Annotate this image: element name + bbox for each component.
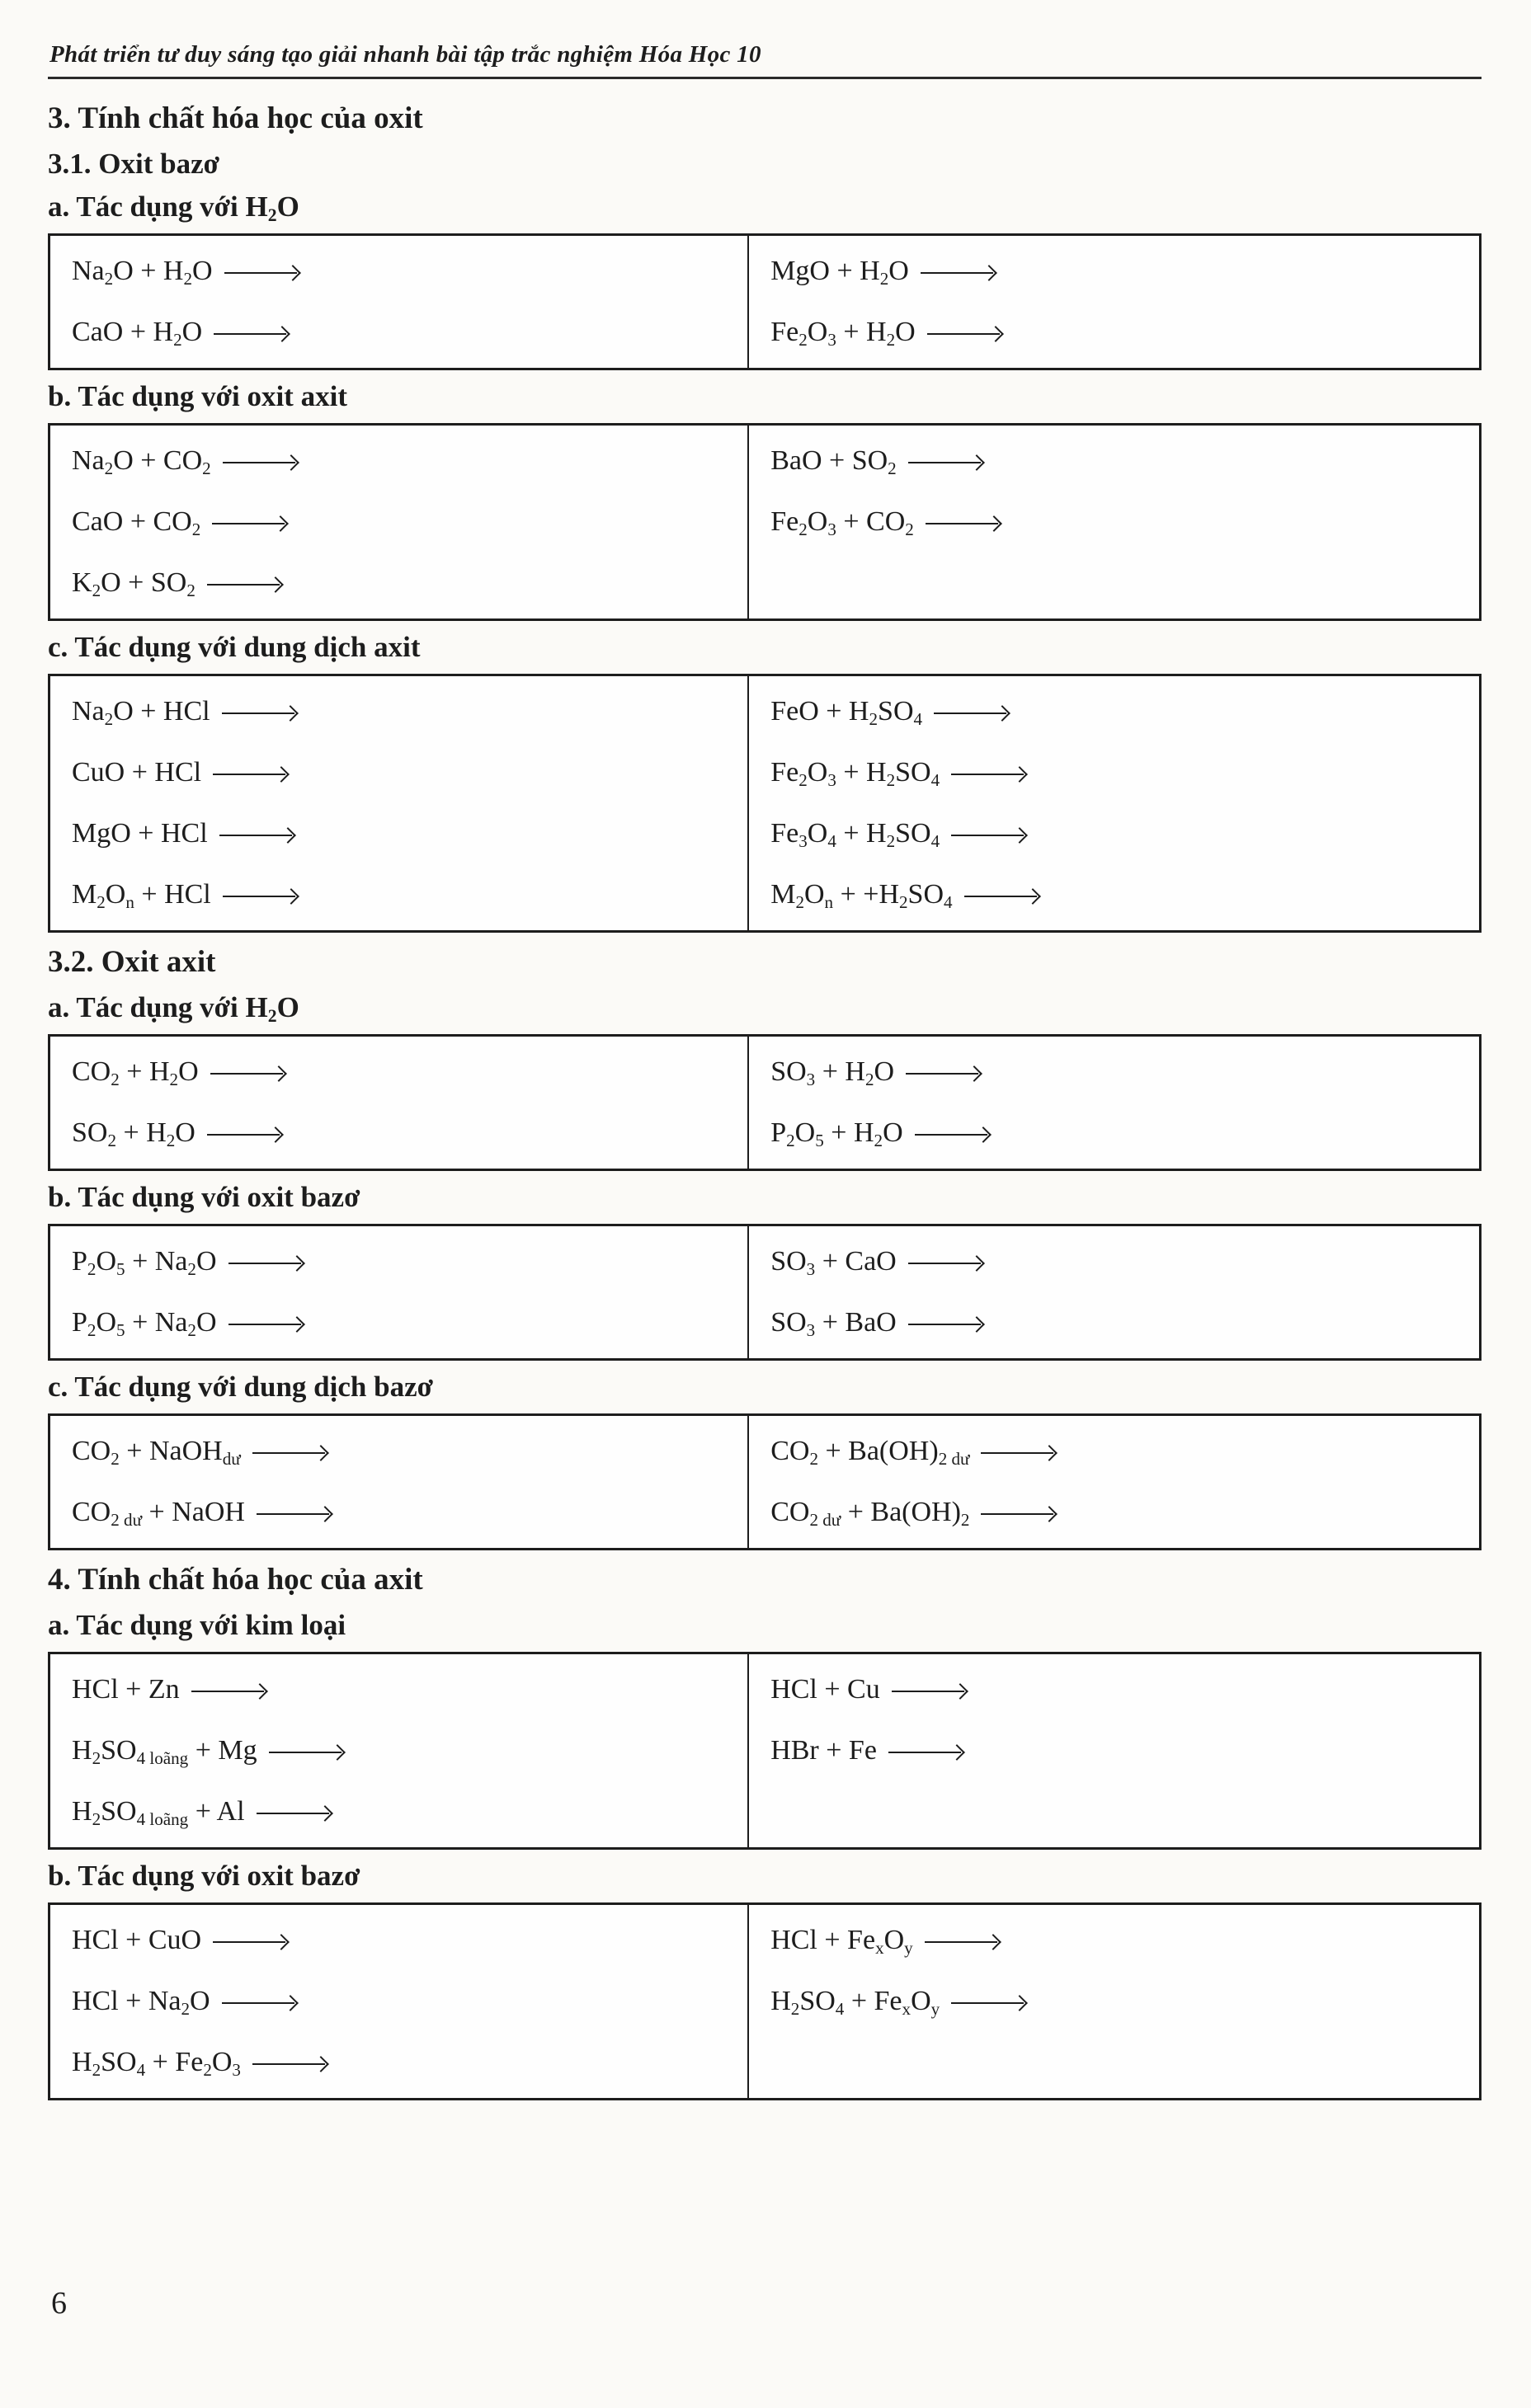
equation-row	[72, 1421, 739, 1482]
reaction-arrow-icon	[915, 1134, 987, 1136]
reaction-arrow-icon	[223, 462, 295, 464]
table-column-left	[50, 236, 747, 368]
equation-formula: $Fe_2O_3 + H_2SO_4$	[770, 757, 940, 790]
equation-row	[72, 241, 739, 302]
table-axit-kim-loai	[48, 1652, 1482, 1850]
equation-row	[72, 1910, 739, 1971]
reaction-arrow-icon	[210, 1073, 283, 1075]
equation-formula: $P_2O_5 + Na_2O$	[72, 1246, 217, 1279]
equation-formula: $M_2O_n$ + HCl	[72, 879, 211, 912]
reaction-arrow-icon	[191, 1691, 264, 1693]
reaction-arrow-icon	[888, 1752, 961, 1754]
equation-formula: $Na_2O + CO_2$	[72, 445, 211, 478]
equation-row	[72, 864, 739, 925]
equation-row	[72, 1720, 739, 1781]
equation-row	[72, 491, 739, 553]
heading-3-2-c: c. Tác dụng với dung dịch bazơ	[48, 1371, 433, 1403]
equation-row	[72, 803, 739, 864]
equation-row	[72, 302, 739, 363]
reaction-arrow-icon	[951, 2002, 1024, 2005]
reaction-arrow-icon	[213, 1941, 285, 1944]
equation-formula: $CO_{2 dư} + Ba(OH)_2$	[770, 1497, 970, 1530]
reaction-arrow-icon	[908, 1263, 981, 1265]
equation-row	[770, 1292, 1471, 1353]
equation-row	[72, 1482, 739, 1543]
table-column-right	[747, 676, 1479, 930]
equation-row	[770, 430, 1471, 491]
reaction-arrow-icon	[257, 1813, 329, 1815]
table-column-left	[50, 426, 747, 618]
heading-3-2-a: a. Tác dụng với $H_2O$	[48, 991, 299, 1026]
table-oxit-bazo-h2o	[48, 233, 1482, 370]
equation-formula: FeO + $H_2SO_4$	[770, 696, 923, 729]
equation-formula: $CO_2$ + NaOH$_{dư}$	[72, 1436, 241, 1469]
table-oxit-bazo-oxit-axit	[48, 423, 1482, 621]
equation-formula: $Fe_2O_3 + H_2O$	[770, 317, 916, 350]
heading-section-3: 3. Tính chất hóa học của oxit	[48, 101, 423, 135]
table-column-left	[50, 1416, 747, 1548]
reaction-arrow-icon	[934, 713, 1006, 715]
reaction-arrow-icon	[214, 333, 286, 336]
equation-formula: CaO + $CO_2$	[72, 506, 201, 539]
equation-formula: $P_2O_5 + Na_2O$	[72, 1307, 217, 1340]
reaction-arrow-icon	[921, 272, 993, 275]
equation-formula: $Fe_3O_4 + H_2SO_4$	[770, 818, 940, 851]
equation-row	[770, 491, 1471, 553]
equation-formula: $M_2O_n + +H_2SO_4$	[770, 879, 953, 912]
reaction-arrow-icon	[981, 1452, 1053, 1455]
table-column-right	[747, 1905, 1479, 2098]
reaction-arrow-icon	[951, 774, 1024, 776]
equation-formula: $Na_2O$ + HCl	[72, 696, 210, 729]
reaction-arrow-icon	[926, 523, 998, 525]
equation-row	[72, 1042, 739, 1103]
table-column-right	[747, 1037, 1479, 1169]
table-column-left	[50, 1905, 747, 2098]
reaction-arrow-icon	[908, 1324, 981, 1326]
table-oxit-axit-oxit-bazo	[48, 1224, 1482, 1361]
equation-row	[770, 803, 1471, 864]
reaction-arrow-icon	[908, 462, 981, 464]
equation-formula: $SO_3$ + CaO	[770, 1246, 897, 1279]
table-column-right	[747, 1416, 1479, 1548]
reaction-arrow-icon	[222, 2002, 294, 2005]
heading-3-1-a: a. Tác dụng với $H_2O$	[48, 190, 299, 225]
reaction-arrow-icon	[252, 2063, 325, 2066]
equation-row	[770, 742, 1471, 803]
reaction-arrow-icon	[224, 272, 297, 275]
reaction-arrow-icon	[228, 1324, 301, 1326]
table-oxit-bazo-dd-axit	[48, 674, 1482, 933]
equation-formula: $H_2SO_{4 loãng} + Mg$	[72, 1735, 257, 1768]
reaction-arrow-icon	[228, 1263, 301, 1265]
heading-section-4: 4. Tính chất hóa học của axit	[48, 1563, 423, 1597]
equation-formula: MgO + $H_2O$	[770, 256, 909, 289]
page-header-title: Phát triển tư duy sáng tạo giải nhanh bài tập trắc nghiệm Hóa Học 10	[49, 41, 761, 68]
equation-formula: $CO_2 + Ba(OH)_{2 dư}$	[770, 1436, 970, 1469]
equation-row	[72, 681, 739, 742]
table-oxit-axit-dd-bazo	[48, 1413, 1482, 1550]
equation-row	[770, 1103, 1471, 1164]
heading-3-1: 3.1. Oxit bazơ	[48, 148, 219, 180]
heading-3-1-c: c. Tác dụng với dung dịch axit	[48, 631, 421, 663]
equation-row	[770, 1910, 1471, 1971]
equation-row	[72, 1781, 739, 1842]
equation-row	[72, 1103, 739, 1164]
heading-3-2-b: b. Tác dụng với oxit bazơ	[48, 1181, 360, 1213]
equation-formula: $CO_{2 dư}$ + NaOH	[72, 1497, 245, 1530]
table-oxit-axit-h2o	[48, 1034, 1482, 1171]
equation-formula: $CO_2 + H_2O$	[72, 1056, 199, 1089]
table-column-left	[50, 1226, 747, 1358]
equation-row	[72, 430, 739, 491]
equation-formula: $SO_3 + H_2O$	[770, 1056, 895, 1089]
reaction-arrow-icon	[213, 774, 285, 776]
reaction-arrow-icon	[222, 713, 294, 715]
equation-formula: HCl + $Na_2O$	[72, 1986, 210, 2019]
equation-row	[770, 1231, 1471, 1292]
table-column-left	[50, 1654, 747, 1847]
equation-row	[72, 1971, 739, 2032]
table-axit-oxit-bazo	[48, 1902, 1482, 2100]
equation-formula: HCl + CuO	[72, 1925, 202, 1955]
equation-formula: $H_2SO_{4 loãng} + Al$	[72, 1796, 245, 1829]
reaction-arrow-icon	[269, 1752, 342, 1754]
reaction-arrow-icon	[925, 1941, 997, 1944]
equation-formula: MgO + HCl	[72, 818, 208, 849]
table-column-left	[50, 676, 747, 930]
reaction-arrow-icon	[892, 1691, 964, 1693]
equation-row	[770, 1421, 1471, 1482]
equation-formula: HCl + Cu	[770, 1674, 880, 1705]
equation-row	[770, 1971, 1471, 2032]
reaction-arrow-icon	[257, 1513, 329, 1516]
heading-3-1-b: b. Tác dụng với oxit axit	[48, 380, 347, 412]
equation-formula: $P_2O_5 + H_2O$	[770, 1117, 903, 1150]
reaction-arrow-icon	[927, 333, 1000, 336]
equation-row	[72, 553, 739, 614]
reaction-arrow-icon	[219, 835, 292, 837]
equation-formula: HBr + Fe	[770, 1735, 877, 1766]
table-column-right	[747, 1654, 1479, 1847]
equation-row	[770, 1482, 1471, 1543]
equation-formula: CaO + $H_2O$	[72, 317, 203, 350]
equation-formula: $SO_2 + H_2O$	[72, 1117, 195, 1150]
heading-4-b: b. Tác dụng với oxit bazơ	[48, 1860, 360, 1892]
equation-row	[72, 1659, 739, 1720]
reaction-arrow-icon	[212, 523, 285, 525]
equation-formula: $SO_3$ + BaO	[770, 1307, 897, 1340]
reaction-arrow-icon	[207, 584, 280, 586]
equation-row	[770, 1720, 1471, 1781]
table-column-right	[747, 236, 1479, 368]
equation-row	[770, 302, 1471, 363]
reaction-arrow-icon	[207, 1134, 280, 1136]
equation-row	[72, 1231, 739, 1292]
table-column-left	[50, 1037, 747, 1169]
equation-row	[72, 1292, 739, 1353]
reaction-arrow-icon	[951, 835, 1024, 837]
equation-row	[770, 1042, 1471, 1103]
heading-3-2: 3.2. Oxit axit	[48, 945, 216, 979]
equation-formula: $H_2SO_4 + Fe_xO_y$	[770, 1986, 940, 2019]
reaction-arrow-icon	[964, 896, 1037, 898]
equation-row	[770, 681, 1471, 742]
page-header	[48, 41, 1482, 79]
equation-row	[72, 2032, 739, 2093]
reaction-arrow-icon	[252, 1452, 325, 1455]
table-column-right	[747, 426, 1479, 618]
reaction-arrow-icon	[223, 896, 295, 898]
equation-formula: HCl + Zn	[72, 1674, 180, 1705]
table-column-right	[747, 1226, 1479, 1358]
equation-row	[770, 241, 1471, 302]
equation-row	[72, 742, 739, 803]
equation-row	[770, 1659, 1471, 1720]
equation-formula: CuO + HCl	[72, 757, 202, 788]
equation-formula: $Fe_2O_3 + CO_2$	[770, 506, 914, 539]
page-number: 6	[51, 2286, 67, 2321]
equation-formula: $Na_2O + H_2O$	[72, 256, 213, 289]
equation-formula: HCl + $Fe_xO_y$	[770, 1925, 913, 1958]
equation-formula: BaO + $SO_2$	[770, 445, 897, 478]
equation-formula: $H_2SO_4 + Fe_2O_3$	[72, 2047, 241, 2080]
reaction-arrow-icon	[981, 1513, 1053, 1516]
heading-4-a: a. Tác dụng với kim loại	[48, 1609, 346, 1641]
reaction-arrow-icon	[906, 1073, 978, 1075]
equation-formula: $K_2O + SO_2$	[72, 567, 195, 600]
equation-row	[770, 864, 1471, 925]
